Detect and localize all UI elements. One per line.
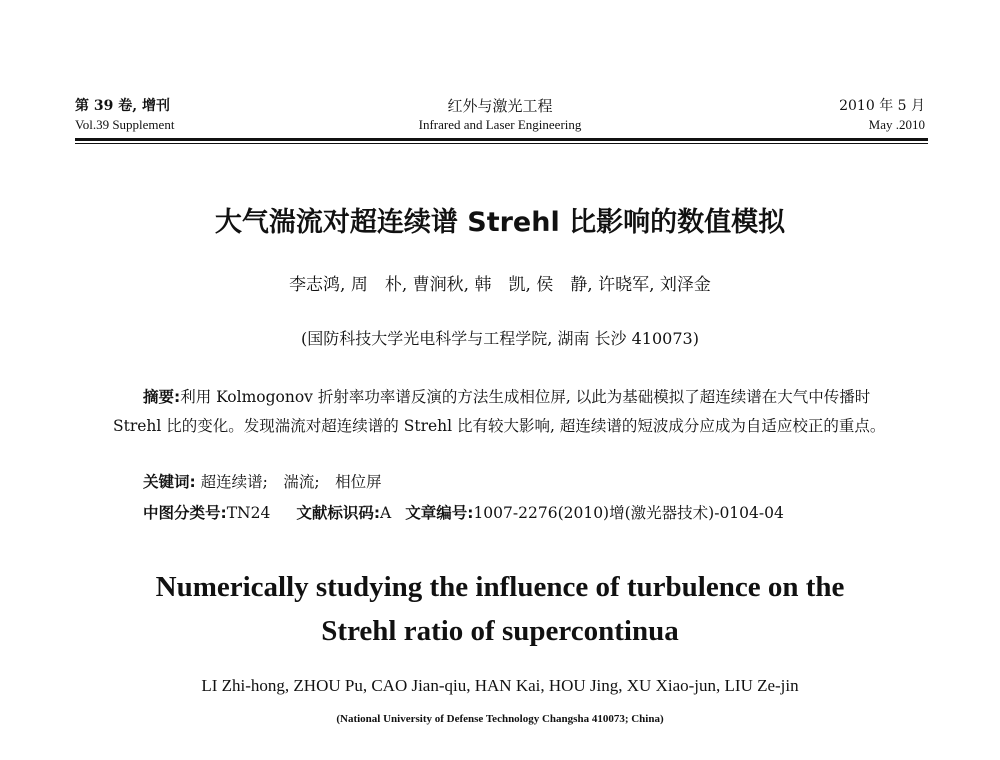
issue-date-en: May .2010 [868, 117, 925, 132]
clc-value: TN24 [226, 504, 271, 522]
abstract-cn [113, 383, 890, 441]
affiliation-en: (National University of Defense Technology Changsha 410073; China) [336, 713, 664, 725]
abstract-label: 摘要: [143, 388, 181, 406]
journal-name-en: Infrared and Laser Engineering [418, 117, 582, 132]
journal-volume-en: Vol.39 Supplement [75, 117, 175, 132]
paper-title-en-text: Numerically studying the influence of turbulence on the Strehl ratio of supercontinua [155, 571, 845, 647]
header-rule-thick [75, 138, 928, 141]
article-number-label: 文章编号: [405, 504, 474, 522]
affiliation-cn: (国防科技大学光电科学与工程学院, 湖南 长沙 410073) [301, 329, 699, 348]
doc-code-label: 文献标识码: [296, 504, 381, 522]
authors-en: LI Zhi-hong, ZHOU Pu, CAO Jian-qiu, HAN Kai, HOU Jing, XU Xiao-jun, LIU Ze-jin [201, 676, 799, 695]
clc-label: 中图分类号: [143, 504, 227, 522]
header-rule-thin [75, 143, 928, 144]
paper-title-cn: 大气湍流对超连续谱 Strehl 比影响的数值模拟 [214, 207, 786, 238]
classification-line [143, 501, 784, 523]
keywords-line [143, 470, 382, 492]
keywords-label: 关键词: [143, 473, 196, 491]
journal-volume-cn: 第 39 卷, 增刊 [75, 98, 170, 114]
doc-code-value: A [380, 504, 392, 522]
paper-title-en [0, 565, 1000, 653]
abstract-text: 利用 Kolmogonov 折射率功率谱反演的方法生成相位屏, 以此为基础模拟了超连续谱在大气中传播时 Strehl 比的变化。发现湍流对超连续谱的 Strehl 比有较大影响, 超连续谱的短波成分应成为自适应校正的重点。 [113, 388, 886, 435]
article-number-value: 1007-2276(2010)增(激光器技术)-0104-04 [473, 504, 784, 522]
authors-cn: 李志鸿, 周 朴, 曹涧秋, 韩 凯, 侯 静, 许晓军, 刘泽金 [289, 275, 711, 295]
issue-date-cn: 2010 年 5 月 [839, 98, 925, 114]
keywords-text: 超连续谱; 湍流; 相位屏 [200, 473, 382, 491]
journal-name-cn: 红外与激光工程 [447, 97, 553, 115]
